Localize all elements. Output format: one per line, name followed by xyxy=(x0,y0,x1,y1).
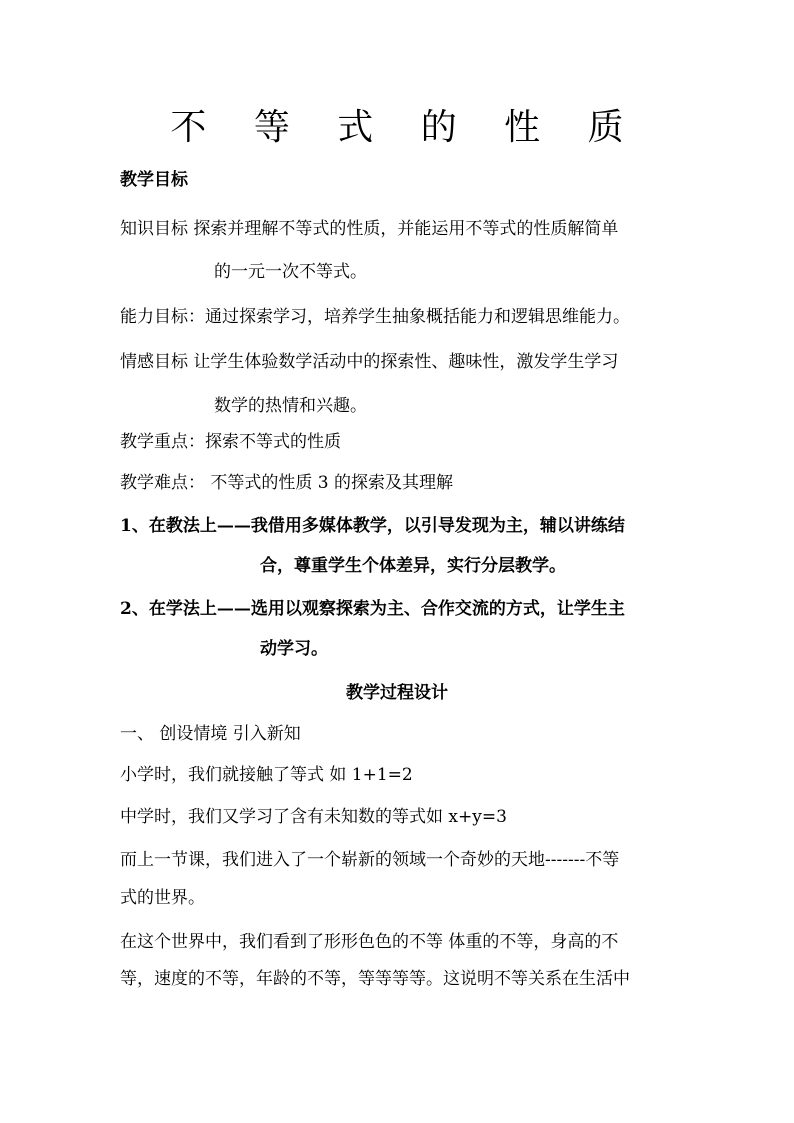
para1: 小学时，我们就接触了等式 如 1+1=2 xyxy=(120,765,413,785)
method2-line1: 2、在学法上——选用以观察探索为主、合作交流的方式，让学生主 xyxy=(120,599,625,619)
para4-line2: 等，速度的不等，年龄的不等，等等等等。这说明不等关系在生活中 xyxy=(120,969,630,989)
method1-line2: 合，尊重学生个体差异，实行分层教学。 xyxy=(260,556,566,576)
ability-goal: 能力目标：通过探索学习，培养学生抽象概括能力和逻辑思维能力。 xyxy=(120,307,630,327)
document-title: 不 等 式 的 性 质 xyxy=(170,107,642,148)
method1-line1: 1、在教法上——我借用多媒体教学，以引导发现为主，辅以讲练结 xyxy=(120,516,625,536)
para2: 中学时，我们又学习了含有未知数的等式如 x+y=3 xyxy=(120,807,507,827)
para3-line1: 而上一节课，我们进入了一个崭新的领域一个奇妙的天地-------不等 xyxy=(120,850,620,870)
objectives-heading: 教学目标 xyxy=(120,170,188,190)
para4-line1: 在这个世界中，我们看到了形形色色的不等 体重的不等，身高的不 xyxy=(120,932,619,952)
knowledge-goal-line2: 的一元一次不等式。 xyxy=(214,262,367,282)
knowledge-goal-line1: 知识目标 探索并理解不等式的性质，并能运用不等式的性质解简单 xyxy=(120,219,619,239)
key-point: 教学重点：探索不等式的性质 xyxy=(120,432,341,452)
emotion-goal-line2: 数学的热情和兴趣。 xyxy=(214,396,367,416)
section1-heading: 一、 创设情境 引入新知 xyxy=(120,724,301,744)
process-heading: 教学过程设计 xyxy=(346,683,448,703)
para3-line2: 式的世界。 xyxy=(120,888,205,908)
emotion-goal-line1: 情感目标 让学生体验数学活动中的探索性、趣味性，激发学生学习 xyxy=(120,352,619,372)
method2-line2: 动学习。 xyxy=(260,639,328,659)
difficult-point: 教学难点： 不等式的性质 3 的探索及其理解 xyxy=(120,473,454,493)
